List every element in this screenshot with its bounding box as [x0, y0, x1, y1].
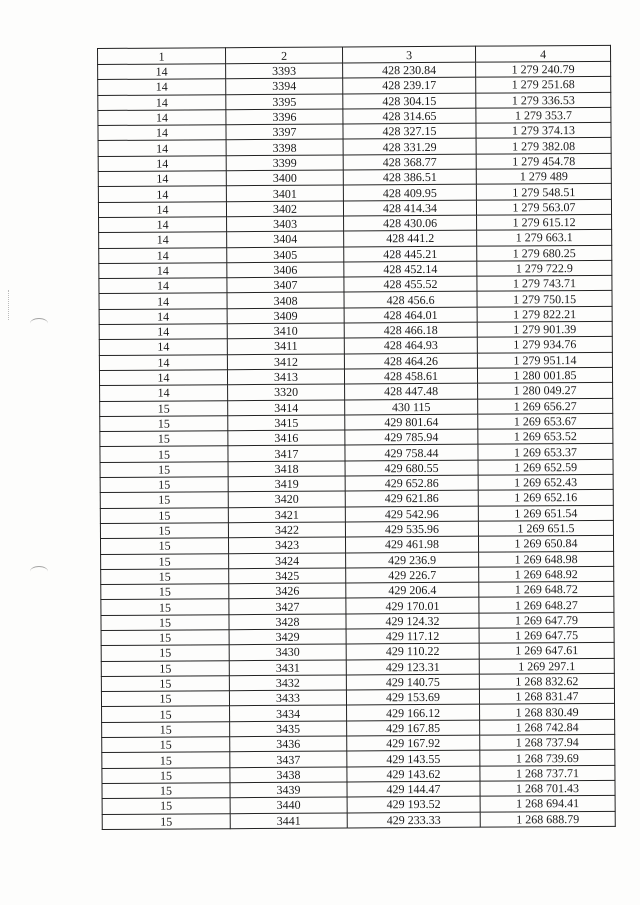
- y-coordinate-cell: 1 268 739.69: [480, 750, 615, 766]
- point-number-cell: 3426: [229, 583, 346, 599]
- y-coordinate-cell: 1 269 656.27: [478, 398, 613, 414]
- point-number-cell: 3413: [227, 369, 344, 385]
- point-number-cell: 3439: [230, 782, 347, 798]
- parcel-number-cell: 14: [99, 308, 227, 324]
- point-number-cell: 3410: [227, 323, 344, 339]
- x-coordinate-cell: 429 535.96: [345, 521, 478, 537]
- parcel-number-cell: 15: [100, 446, 228, 462]
- table-body: [98, 61, 616, 829]
- column-header: 2: [226, 47, 343, 64]
- parcel-number-cell: 15: [100, 538, 228, 554]
- x-coordinate-cell: 429 110.22: [346, 643, 479, 659]
- parcel-number-cell: 14: [99, 247, 227, 263]
- x-coordinate-cell: 428 466.18: [344, 322, 477, 338]
- x-coordinate-cell: 429 140.75: [346, 674, 479, 690]
- x-coordinate-cell: 429 236.9: [346, 552, 479, 568]
- y-coordinate-cell: 1 269 653.67: [478, 413, 613, 429]
- y-coordinate-cell: 1 279 750.15: [477, 291, 612, 307]
- point-number-cell: 3398: [226, 139, 343, 155]
- y-coordinate-cell: 1 269 651.54: [478, 505, 613, 521]
- parcel-number-cell: 15: [101, 630, 229, 646]
- point-number-cell: 3425: [229, 568, 346, 584]
- parcel-number-cell: 15: [100, 431, 228, 447]
- x-coordinate-cell: 429 801.64: [345, 414, 478, 430]
- point-number-cell: 3440: [230, 797, 347, 813]
- x-coordinate-cell: 430 115: [345, 399, 478, 415]
- x-coordinate-cell: 428 456.6: [344, 292, 477, 308]
- point-number-cell: 3414: [228, 400, 345, 416]
- point-number-cell: 3418: [228, 461, 345, 477]
- x-coordinate-cell: 429 758.44: [345, 445, 478, 461]
- coordinates-table-container: [97, 45, 615, 830]
- y-coordinate-cell: 1 269 648.72: [479, 581, 614, 597]
- x-coordinate-cell: 428 452.14: [344, 261, 477, 277]
- x-coordinate-cell: 429 143.62: [347, 766, 480, 782]
- x-coordinate-cell: 429 167.92: [347, 735, 480, 751]
- parcel-number-cell: 14: [98, 94, 226, 110]
- point-number-cell: 3438: [230, 767, 347, 783]
- x-coordinate-cell: 429 124.32: [346, 613, 479, 629]
- y-coordinate-cell: 1 268 832.62: [479, 673, 614, 689]
- parcel-number-cell: 15: [102, 737, 230, 753]
- parcel-number-cell: 14: [98, 155, 226, 171]
- y-coordinate-cell: 1 279 489: [476, 168, 611, 184]
- y-coordinate-cell: 1 269 648.27: [479, 597, 614, 613]
- y-coordinate-cell: 1 279 934.76: [477, 337, 612, 353]
- parcel-number-cell: 15: [101, 691, 229, 707]
- x-coordinate-cell: 428 409.95: [343, 185, 476, 201]
- point-number-cell: 3436: [230, 736, 347, 752]
- y-coordinate-cell: 1 269 648.98: [479, 551, 614, 567]
- y-coordinate-cell: 1 279 822.21: [477, 306, 612, 322]
- y-coordinate-cell: 1 279 563.07: [476, 199, 611, 215]
- point-number-cell: 3396: [226, 109, 343, 125]
- x-coordinate-cell: 428 239.17: [343, 77, 476, 93]
- x-coordinate-cell: 429 123.31: [346, 659, 479, 675]
- y-coordinate-cell: 1 269 653.37: [478, 444, 613, 460]
- point-number-cell: 3401: [226, 185, 343, 201]
- parcel-number-cell: 14: [98, 140, 226, 156]
- parcel-number-cell: 14: [98, 64, 226, 80]
- column-header: 1: [98, 48, 226, 65]
- parcel-number-cell: 15: [102, 752, 230, 768]
- parcel-number-cell: 15: [101, 660, 229, 676]
- y-coordinate-cell: 1 268 737.71: [480, 765, 615, 781]
- column-header: 4: [475, 45, 610, 62]
- parcel-number-cell: 14: [99, 232, 227, 248]
- point-number-cell: 3320: [228, 384, 345, 400]
- coordinates-table: [97, 45, 616, 830]
- x-coordinate-cell: 428 458.61: [344, 368, 477, 384]
- point-number-cell: 3403: [227, 216, 344, 232]
- point-number-cell: 3420: [228, 491, 345, 507]
- parcel-number-cell: 15: [100, 461, 228, 477]
- x-coordinate-cell: 429 193.52: [347, 796, 480, 812]
- y-coordinate-cell: 1 279 680.25: [477, 245, 612, 261]
- x-coordinate-cell: 428 464.01: [344, 307, 477, 323]
- parcel-number-cell: 14: [99, 339, 227, 355]
- parcel-number-cell: 15: [101, 584, 229, 600]
- point-number-cell: 3399: [226, 155, 343, 171]
- y-coordinate-cell: 1 269 647.75: [479, 627, 614, 643]
- point-number-cell: 3432: [229, 675, 346, 691]
- y-coordinate-cell: 1 279 951.14: [477, 352, 612, 368]
- x-coordinate-cell: 429 461.98: [345, 536, 478, 552]
- y-coordinate-cell: 1 279 548.51: [476, 184, 611, 200]
- parcel-number-cell: 14: [98, 79, 226, 95]
- y-coordinate-cell: 1 280 001.85: [477, 367, 612, 383]
- parcel-number-cell: 14: [99, 354, 227, 370]
- x-coordinate-cell: 429 233.33: [347, 812, 480, 828]
- x-coordinate-cell: 429 143.55: [347, 751, 480, 767]
- point-number-cell: 3429: [229, 629, 346, 645]
- x-coordinate-cell: 428 430.06: [344, 215, 477, 231]
- parcel-number-cell: 15: [101, 599, 229, 615]
- parcel-number-cell: 14: [99, 324, 227, 340]
- point-number-cell: 3433: [229, 690, 346, 706]
- point-number-cell: 3394: [226, 78, 343, 94]
- parcel-number-cell: 15: [102, 721, 230, 737]
- x-coordinate-cell: 429 170.01: [346, 598, 479, 614]
- x-coordinate-cell: 428 464.93: [344, 338, 477, 354]
- parcel-number-cell: 15: [102, 767, 230, 783]
- x-coordinate-cell: 428 445.21: [344, 246, 477, 262]
- x-coordinate-cell: 429 167.85: [347, 720, 480, 736]
- x-coordinate-cell: 428 464.26: [344, 353, 477, 369]
- parcel-number-cell: 14: [99, 293, 227, 309]
- y-coordinate-cell: 1 279 374.13: [476, 123, 611, 139]
- point-number-cell: 3397: [226, 124, 343, 140]
- y-coordinate-cell: 1 279 454.78: [476, 153, 611, 169]
- x-coordinate-cell: 428 304.15: [343, 93, 476, 109]
- y-coordinate-cell: 1 269 652.59: [478, 459, 613, 475]
- parcel-number-cell: 15: [102, 706, 230, 722]
- parcel-number-cell: 15: [100, 523, 228, 539]
- x-coordinate-cell: 429 166.12: [347, 705, 480, 721]
- y-coordinate-cell: 1 268 737.94: [480, 734, 615, 750]
- point-number-cell: 3400: [226, 170, 343, 186]
- point-number-cell: 3417: [228, 445, 345, 461]
- point-number-cell: 3431: [229, 660, 346, 676]
- point-number-cell: 3395: [226, 94, 343, 110]
- point-number-cell: 3412: [227, 354, 344, 370]
- parcel-number-cell: 14: [98, 125, 226, 141]
- point-number-cell: 3430: [229, 644, 346, 660]
- point-number-cell: 3404: [227, 231, 344, 247]
- parcel-number-cell: 15: [101, 569, 229, 585]
- point-number-cell: 3424: [229, 552, 346, 568]
- y-coordinate-cell: 1 279 901.39: [477, 321, 612, 337]
- y-coordinate-cell: 1 268 831.47: [479, 689, 614, 705]
- x-coordinate-cell: 429 680.55: [345, 460, 478, 476]
- parcel-number-cell: 14: [98, 201, 226, 217]
- point-number-cell: 3434: [230, 705, 347, 721]
- point-number-cell: 3422: [228, 522, 345, 538]
- y-coordinate-cell: 1 279 382.08: [476, 138, 611, 154]
- parcel-number-cell: 15: [101, 553, 229, 569]
- y-coordinate-cell: 1 280 049.27: [478, 383, 613, 399]
- point-number-cell: 3421: [228, 507, 345, 523]
- parcel-number-cell: 15: [102, 798, 230, 814]
- point-number-cell: 3428: [229, 614, 346, 630]
- y-coordinate-cell: 1 279 722.9: [477, 260, 612, 276]
- point-number-cell: 3419: [228, 476, 345, 492]
- point-number-cell: 3441: [230, 813, 347, 829]
- parcel-number-cell: 14: [100, 385, 228, 401]
- parcel-number-cell: 14: [98, 171, 226, 187]
- y-coordinate-cell: 1 279 663.1: [477, 230, 612, 246]
- scan-edge-mark: [8, 290, 11, 320]
- y-coordinate-cell: 1 279 353.7: [476, 107, 611, 123]
- x-coordinate-cell: 428 314.65: [343, 108, 476, 124]
- point-number-cell: 3406: [227, 262, 344, 278]
- x-coordinate-cell: 429 542.96: [345, 506, 478, 522]
- y-coordinate-cell: 1 268 701.43: [480, 780, 615, 796]
- x-coordinate-cell: 428 368.77: [343, 154, 476, 170]
- x-coordinate-cell: 429 621.86: [345, 490, 478, 506]
- parcel-number-cell: 15: [100, 416, 228, 432]
- x-coordinate-cell: 429 785.94: [345, 429, 478, 445]
- x-coordinate-cell: 428 441.2: [344, 230, 477, 246]
- y-coordinate-cell: 1 269 647.61: [479, 643, 614, 659]
- x-coordinate-cell: 428 386.51: [343, 169, 476, 185]
- point-number-cell: 3408: [227, 292, 344, 308]
- y-coordinate-cell: 1 268 694.41: [480, 796, 615, 812]
- y-coordinate-cell: 1 269 651.5: [478, 520, 613, 536]
- parcel-number-cell: 15: [100, 492, 228, 508]
- column-header: 3: [342, 46, 475, 63]
- point-number-cell: 3411: [227, 338, 344, 354]
- point-number-cell: 3427: [229, 598, 346, 614]
- x-coordinate-cell: 428 447.48: [345, 383, 478, 399]
- point-number-cell: 3415: [228, 415, 345, 431]
- y-coordinate-cell: 1 279 240.79: [476, 61, 611, 77]
- x-coordinate-cell: 428 230.84: [343, 62, 476, 78]
- point-number-cell: 3437: [230, 751, 347, 767]
- x-coordinate-cell: 429 117.12: [346, 628, 479, 644]
- y-coordinate-cell: 1 269 653.52: [478, 428, 613, 444]
- parcel-number-cell: 15: [102, 813, 230, 829]
- x-coordinate-cell: 429 652.86: [345, 475, 478, 491]
- y-coordinate-cell: 1 279 615.12: [477, 214, 612, 230]
- parcel-number-cell: 14: [99, 278, 227, 294]
- x-coordinate-cell: 429 153.69: [346, 689, 479, 705]
- y-coordinate-cell: 1 268 688.79: [480, 811, 615, 827]
- point-number-cell: 3405: [227, 247, 344, 263]
- y-coordinate-cell: 1 268 830.49: [480, 704, 615, 720]
- y-coordinate-cell: 1 279 251.68: [476, 77, 611, 93]
- x-coordinate-cell: 429 144.47: [347, 781, 480, 797]
- point-number-cell: 3402: [226, 201, 343, 217]
- parcel-number-cell: 15: [100, 477, 228, 493]
- parcel-number-cell: 14: [98, 186, 226, 202]
- point-number-cell: 3409: [227, 308, 344, 324]
- x-coordinate-cell: 429 206.4: [346, 582, 479, 598]
- punch-hole-mark: [30, 318, 48, 329]
- y-coordinate-cell: 1 279 743.71: [477, 276, 612, 292]
- y-coordinate-cell: 1 269 648.92: [479, 566, 614, 582]
- parcel-number-cell: 15: [100, 400, 228, 416]
- parcel-number-cell: 15: [101, 614, 229, 630]
- point-number-cell: 3423: [228, 537, 345, 553]
- point-number-cell: 3393: [226, 63, 343, 79]
- y-coordinate-cell: 1 269 650.84: [478, 536, 613, 552]
- y-coordinate-cell: 1 269 652.43: [478, 474, 613, 490]
- parcel-number-cell: 15: [102, 783, 230, 799]
- x-coordinate-cell: 428 331.29: [343, 139, 476, 155]
- parcel-number-cell: 14: [99, 263, 227, 279]
- x-coordinate-cell: 428 455.52: [344, 276, 477, 292]
- parcel-number-cell: 14: [99, 370, 227, 386]
- table-row: [102, 811, 615, 829]
- parcel-number-cell: 14: [98, 110, 226, 126]
- punch-hole-mark: [30, 566, 48, 577]
- x-coordinate-cell: 428 414.34: [343, 200, 476, 216]
- parcel-number-cell: 15: [100, 507, 228, 523]
- y-coordinate-cell: 1 269 652.16: [478, 490, 613, 506]
- y-coordinate-cell: 1 269 297.1: [479, 658, 614, 674]
- parcel-number-cell: 14: [99, 217, 227, 233]
- x-coordinate-cell: 429 226.7: [346, 567, 479, 583]
- x-coordinate-cell: 428 327.15: [343, 123, 476, 139]
- parcel-number-cell: 15: [101, 645, 229, 661]
- point-number-cell: 3407: [227, 277, 344, 293]
- parcel-number-cell: 15: [101, 676, 229, 692]
- y-coordinate-cell: 1 279 336.53: [476, 92, 611, 108]
- y-coordinate-cell: 1 268 742.84: [480, 719, 615, 735]
- y-coordinate-cell: 1 269 647.79: [479, 612, 614, 628]
- point-number-cell: 3435: [230, 721, 347, 737]
- point-number-cell: 3416: [228, 430, 345, 446]
